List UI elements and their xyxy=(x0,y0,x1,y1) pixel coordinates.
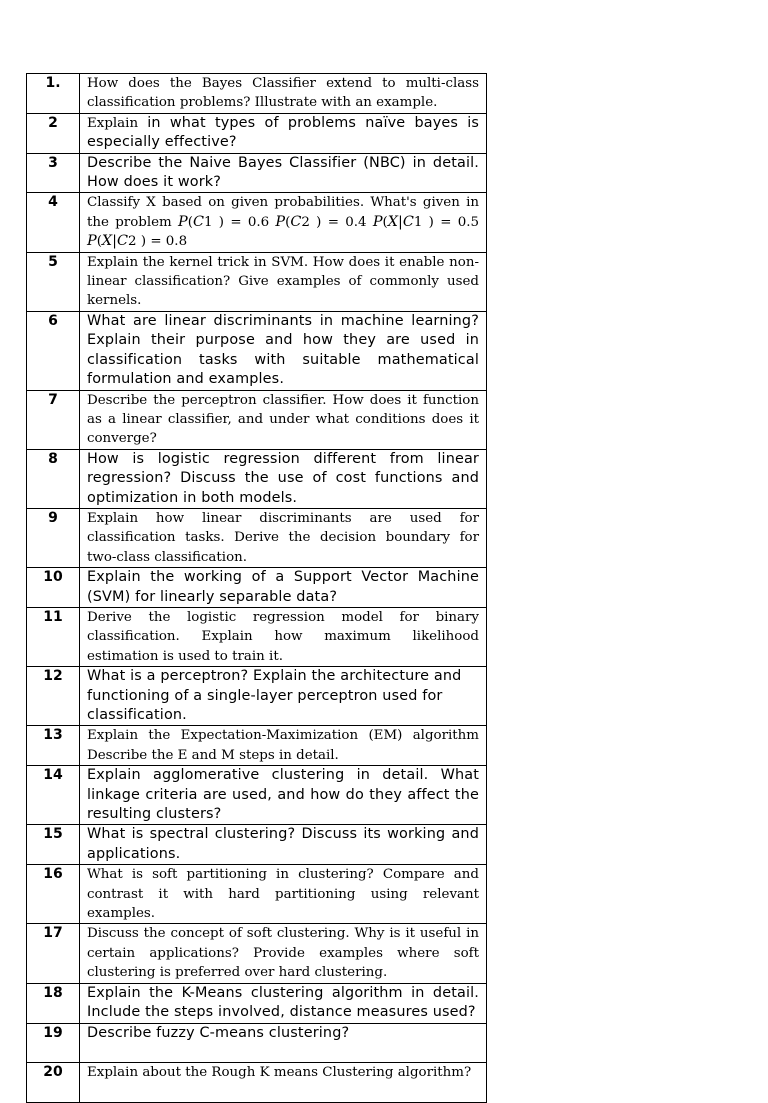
question-number: 10 xyxy=(27,568,80,608)
question-number: 17 xyxy=(27,924,80,983)
question-text: Explain the working of a Support Vector Machine (SVM) for linearly separable data? xyxy=(80,568,487,608)
question-text xyxy=(80,193,487,252)
question-number: 6 xyxy=(27,311,80,390)
table-row xyxy=(27,667,487,726)
question-number: 15 xyxy=(27,825,80,865)
question-number: 18 xyxy=(27,983,80,1023)
question-text: Explain the kernel trick in SVM. How does it enable non-linear classification? Give examples of commonly used kernels. xyxy=(80,252,487,311)
question-text: Discuss the concept of soft clustering. Why is it useful in certain applications? Provide examples where soft clustering is preferred over hard clustering. xyxy=(80,924,487,983)
table-row xyxy=(27,252,487,311)
question-number: 9 xyxy=(27,508,80,567)
question-text-intro: Classify X based on given probabilities. What's given in the problem xyxy=(87,195,479,230)
question-text: What are linear discriminants in machine learning? Explain their purpose and how they are used in classification tasks with suitable mathematical formulation and examples. xyxy=(80,311,487,390)
question-number: 16 xyxy=(27,865,80,924)
table-row xyxy=(27,825,487,865)
question-text: Describe the perceptron classifier. How does it function as a linear classifier, and under what conditions does it converge? xyxy=(80,390,487,449)
question-text: Derive the logistic regression model for binary classification. Explain how maximum likelihood estimation is used to train it. xyxy=(80,607,487,666)
question-text-rest: in what types of problems naïve bayes is especially effective? xyxy=(87,114,479,151)
table-row xyxy=(27,607,487,666)
question-text: What is soft partitioning in clustering? Compare and contrast it with hard partitioning using relevant examples. xyxy=(80,865,487,924)
probability-expression: P(C1 ) = 0.6 xyxy=(178,213,270,230)
question-text: Explain agglomerative clustering in detail. What linkage criteria are used, and how do they affect the resulting clusters? xyxy=(80,766,487,825)
questions-table xyxy=(26,73,487,1103)
question-number: 3 xyxy=(27,153,80,193)
question-text: Explain about the Rough K means Clustering algorithm? xyxy=(80,1063,487,1103)
question-number: 12 xyxy=(27,667,80,726)
table-row xyxy=(27,74,487,114)
question-number: 4 xyxy=(27,193,80,252)
question-number: 8 xyxy=(27,449,80,508)
table-row xyxy=(27,766,487,825)
question-number: 2 xyxy=(27,113,80,153)
table-row xyxy=(27,1063,487,1103)
question-text: Explain the K-Means clustering algorithm in detail. Include the steps involved, distance measures used? xyxy=(80,983,487,1023)
question-number: 11 xyxy=(27,607,80,666)
question-text xyxy=(80,113,487,153)
table-row xyxy=(27,113,487,153)
question-number: 7 xyxy=(27,390,80,449)
question-text: Explain the Expectation-Maximization (EM) algorithm Describe the E and M steps in detail. xyxy=(80,726,487,766)
table-row xyxy=(27,311,487,390)
table-row xyxy=(27,865,487,924)
question-text: What is spectral clustering? Discuss its working and applications. xyxy=(80,825,487,865)
question-text-lead: Explain xyxy=(87,115,139,131)
question-text: Describe fuzzy C-means clustering? xyxy=(80,1023,487,1063)
question-text: Describe the Naive Bayes Classifier (NBC) in detail. How does it work? xyxy=(80,153,487,193)
table-row xyxy=(27,193,487,252)
table-row xyxy=(27,924,487,983)
question-text: How does the Bayes Classifier extend to multi-class classification problems? Illustrate with an example. xyxy=(80,74,487,114)
probability-expression: P(X|C2 ) = 0.8 xyxy=(87,233,188,250)
question-number: 13 xyxy=(27,726,80,766)
question-text: What is a perceptron? Explain the architecture and functioning of a single-layer perceptron used for classification. xyxy=(80,667,487,726)
table-row xyxy=(27,1023,487,1063)
question-number: 1. xyxy=(27,74,80,114)
table-row xyxy=(27,153,487,193)
question-number: 19 xyxy=(27,1023,80,1063)
question-text: How is logistic regression different from linear regression? Discuss the use of cost functions and optimization in both models. xyxy=(80,449,487,508)
table-row xyxy=(27,449,487,508)
table-row xyxy=(27,983,487,1023)
table-row xyxy=(27,508,487,567)
probability-expression: P(X|C1 ) = 0.5 xyxy=(372,213,479,230)
table-row xyxy=(27,390,487,449)
question-number: 20 xyxy=(27,1063,80,1103)
table-row xyxy=(27,726,487,766)
question-number: 14 xyxy=(27,766,80,825)
question-number: 5 xyxy=(27,252,80,311)
probability-expression: P(C2 ) = 0.4 xyxy=(275,213,367,230)
question-text: Explain how linear discriminants are used for classification tasks. Derive the decision boundary for two-class classification. xyxy=(80,508,487,567)
table-row xyxy=(27,568,487,608)
